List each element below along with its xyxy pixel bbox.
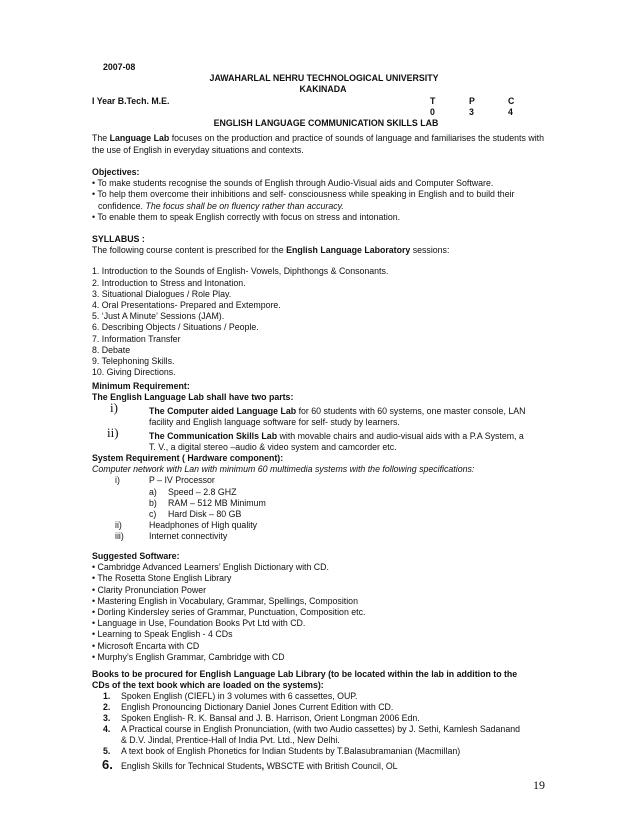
software-item: • Learning to Speak English - 4 CDs (92, 629, 233, 640)
syllabus-item: 10. Giving Directions. (92, 367, 176, 378)
hw-sub-label: c) (149, 509, 157, 519)
hw-text: Internet connectivity (149, 531, 228, 541)
book-number: 3. (103, 713, 111, 723)
page-number: 19 (533, 778, 545, 792)
software-item: • Mastering English in Vocabulary, Grammar, Spellings, Composition (92, 595, 358, 606)
col-t-label: T (430, 96, 436, 106)
objective-item: confidence. The focus shall be on fluency rather than accuracy. (98, 200, 344, 211)
hw-label: iii) (115, 531, 124, 541)
syllabus-item: 8. Debate (92, 344, 131, 355)
software-item: • Microsoft Encarta with CD (92, 640, 200, 651)
part-line: The Communication Skills Lab with movable chairs and audio-visual aids with a P.A System, a (149, 431, 524, 441)
syllabus-item: 2. Introduction to Stress and Intonation. (92, 277, 246, 288)
hw-sub-text: Hard Disk – 80 GB (168, 509, 242, 519)
book-number: 1. (103, 691, 111, 701)
book-number: 5. (103, 746, 111, 756)
university-name: JAWAHARLAL NEHRU TECHNOLOGICAL UNIVERSITY (209, 73, 439, 83)
hw-sub-text: RAM – 512 MB Minimum (168, 498, 266, 508)
part-line: T. V., a digital stereo –audio & video system and camcorder etc. (149, 442, 397, 452)
syllabus-heading: SYLLABUS : (92, 234, 145, 244)
hw-label: i) (115, 475, 120, 485)
book-title: Spoken English (CIEFL) in 3 volumes with 6 cassettes, OUP. (121, 691, 358, 701)
hw-text: P – IV Processor (149, 475, 215, 485)
software-item: • The Rosetta Stone English Library (92, 573, 232, 584)
books-heading-cont: CDs of the text book which are loaded on the systems): (92, 680, 324, 690)
col-p-value: 3 (469, 107, 474, 117)
col-p-label: P (469, 96, 475, 106)
book-number: 6. (102, 757, 113, 772)
course-name: I Year B.Tech. M.E. (92, 96, 170, 106)
col-c-label: C (508, 96, 515, 106)
col-c-value: 4 (508, 107, 513, 117)
lab-title: ENGLISH LANGUAGE COMMUNICATION SKILLS LAB (213, 118, 439, 128)
hardware-intro: Computer network with Lan with minimum 60 multimedia systems with the following specifications: (92, 464, 475, 474)
book-title: English Skills for Technical Students, WBSCTE with British Council, OL (121, 761, 398, 771)
hw-sub-label: b) (149, 498, 157, 508)
syllabus-item: 6. Describing Objects / Situations / People. (92, 322, 259, 333)
software-item: • Cambridge Advanced Learners’ English Dictionary with CD. (92, 562, 329, 573)
syllabus-item: 3. Situational Dialogues / Role Play. (92, 288, 232, 299)
book-number: 4. (103, 724, 111, 734)
min-requirement-heading: Minimum Requirement: (92, 381, 190, 391)
col-t-value: 0 (430, 107, 435, 117)
book-title-cont: & D.V. Jindal, Prentice-Hall of India Pvt. Ltd., New Delhi. (121, 735, 340, 745)
objectives-section (92, 167, 544, 223)
objective-item: • To enable them to speak English correctly with focus on stress and intonation. (92, 211, 401, 222)
hw-text: Headphones of High quality (149, 520, 258, 530)
syllabus-item: 1. Introduction to the Sounds of English- Vowels, Diphthongs & Consonants. (92, 266, 389, 277)
software-item: • Language in Use, Foundation Books Pvt Ltd with CD. (92, 618, 306, 629)
software-item: • Murphy’s English Grammar, Cambridge with CD (92, 651, 285, 662)
software-section (92, 551, 544, 663)
part-roman: i) (110, 400, 118, 415)
part-line: facility and English language software for self- study by learners. (149, 417, 400, 427)
hw-label: ii) (115, 520, 122, 530)
syllabus-intro: The following course content is prescribed for the English Language Laboratory sessions: (92, 245, 450, 256)
objectives-heading: Objectives: (92, 167, 140, 177)
software-item: • Clarity Pronunciation Power (92, 584, 207, 595)
lab-parts-heading: The English Language Lab shall have two parts: (92, 392, 294, 402)
software-heading: Suggested Software: (92, 551, 180, 561)
syllabus-item: 9. Telephoning Skills. (92, 355, 175, 366)
book-number: 2. (103, 702, 111, 712)
syllabus-section (92, 234, 544, 378)
book-title: A Practical course in English Pronunciation, (with two Audio cassettes) by J. Sethi, Kamlesh Sadanand (121, 724, 521, 734)
part-line: The Computer aided Language Lab for 60 students with 60 systems, one master console, LAN (149, 406, 526, 416)
university-city: KAKINADA (299, 84, 347, 94)
part-roman: ii) (107, 425, 119, 440)
book-title: Spoken English- R. K. Bansal and J. B. Harrison, Orient Longman 2006 Edn. (121, 713, 420, 723)
intro-paragraph: The Language Lab focuses on the production and practice of sounds of language and familiarises the students with the use of English in everyday situations and contexts. (92, 133, 544, 155)
syllabus-item: 5. ‘Just A Minute’ Sessions (JAM). (92, 311, 225, 322)
book-title: English Pronouncing Dictionary Daniel Jones Current Edition with CD. (121, 702, 394, 712)
book-title: A text book of English Phonetics for Indian Students by T.Balasubramanian (Macmillan) (121, 746, 461, 756)
objective-item: • To help them overcome their inhibitions and self- consciousness while speaking in English and to build their (92, 189, 515, 200)
academic-year: 2007-08 (103, 62, 136, 72)
hw-sub-text: Speed – 2.8 GHZ (168, 487, 237, 497)
software-item: • Dorling Kindersley series of Grammar, Punctuation, Composition etc. (92, 606, 366, 617)
books-heading: Books to be procured for English Language Lab Library (to be located within the lab in addition to the (92, 669, 518, 679)
hardware-heading: System Requirement ( Hardware component): (92, 453, 284, 463)
syllabus-item: 7. Information Transfer (92, 333, 181, 344)
hw-sub-label: a) (149, 487, 157, 497)
objective-item: • To make students recognise the sounds of English through Audio-Visual aids and Computer Software. (92, 178, 494, 189)
syllabus-item: 4. Oral Presentations- Prepared and Extempore. (92, 299, 281, 310)
